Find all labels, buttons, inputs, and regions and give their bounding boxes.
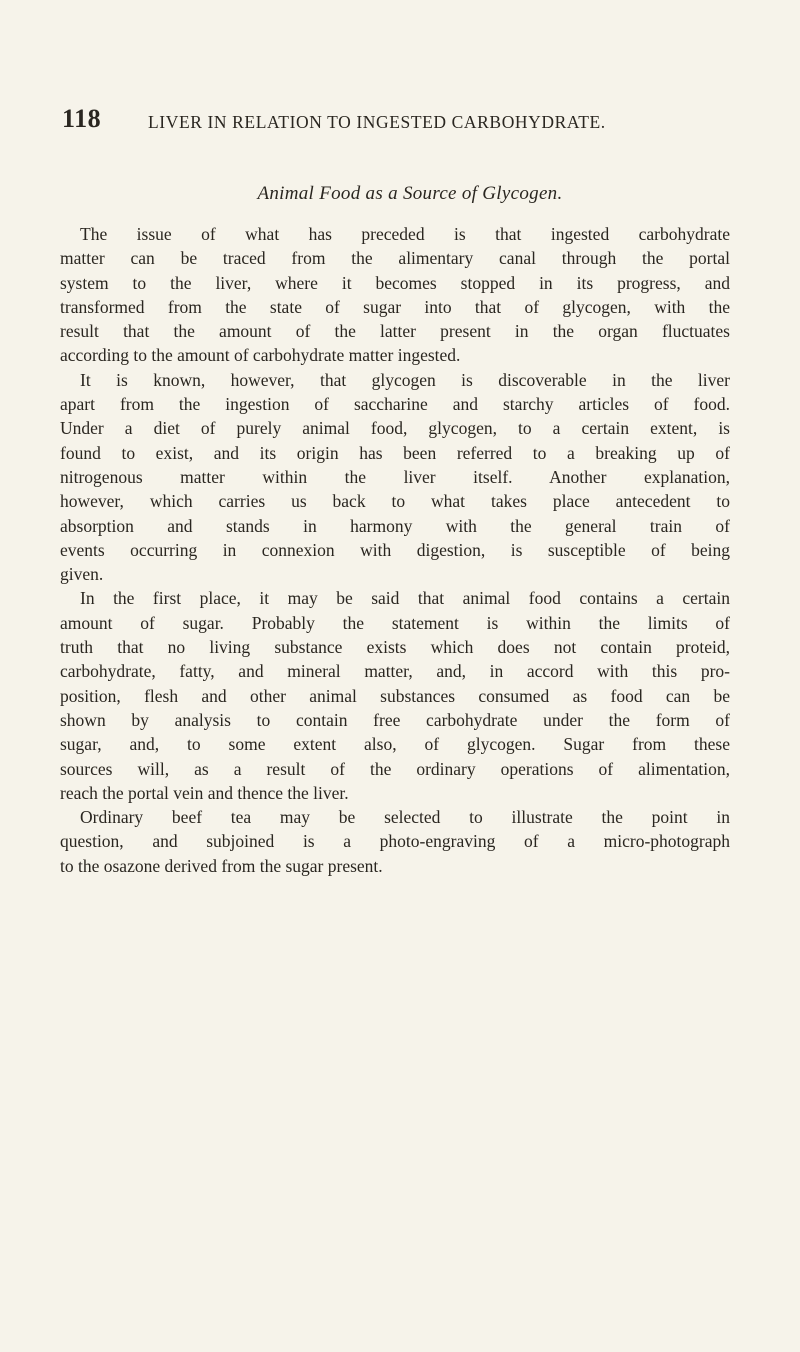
paragraph [60, 222, 730, 368]
text-line: given. [60, 564, 104, 585]
text-line: Under a diet of purely animal food, glycogen, to a certain extent, is [60, 418, 730, 439]
body-text [60, 222, 730, 878]
text-line: absorption and stands in harmony with the general train of [60, 515, 730, 536]
text-line: according to the amount of carbohydrate matter ingested. [60, 345, 461, 366]
text-line: to the osazone derived from the sugar present. [60, 855, 383, 876]
text-line: The issue of what has preceded is that ingested carbohydrate [80, 224, 730, 244]
text-line: amount of sugar. Probably the statement is within the limits of [60, 612, 730, 633]
paragraph [60, 586, 730, 805]
text-line: matter can be traced from the alimentary canal through the portal [60, 248, 730, 269]
text-line: In the first place, it may be said that animal food contains a certain [80, 588, 730, 609]
page-number: 118 [62, 104, 102, 133]
text-line: question, and subjoined is a photo-engraving of a micro-photograph [60, 831, 730, 852]
text-line: transformed from the state of sugar into that of glycogen, with the [60, 296, 730, 317]
text-line: It is known, however, that glycogen is discoverable in the liver [80, 369, 730, 390]
text-line: apart from the ingestion of saccharine and starchy articles of food. [60, 394, 730, 415]
text-line: truth that no living substance exists which does not contain proteid, [60, 637, 730, 658]
text-line: sources will, as a result of the ordinary operations of alimentation, [60, 758, 730, 779]
text-line: events occurring in connexion with digestion, is susceptible of being [60, 539, 730, 560]
text-line: Ordinary beef tea may be selected to illustrate the point in [80, 807, 730, 828]
text-line: position, flesh and other animal substances consumed as food can be [60, 685, 730, 706]
paragraph [60, 805, 730, 878]
paragraph [60, 368, 730, 587]
page-header [62, 104, 662, 144]
text-line: however, which carries us back to what takes place antecedent to [60, 491, 730, 512]
text-line: shown by analysis to contain free carbohydrate under the form of [60, 709, 730, 730]
text-line: result that the amount of the latter present in the organ fluctuates [60, 321, 730, 342]
running-title: LIVER IN RELATION TO INGESTED CARBOHYDRATE. [148, 112, 606, 132]
section-title: Animal Food as a Source of Glycogen. [257, 183, 563, 204]
text-line: nitrogenous matter within the liver itself. Another explanation, [60, 466, 730, 487]
text-line: system to the liver, where it becomes stopped in its progress, and [60, 272, 730, 293]
text-line: carbohydrate, fatty, and mineral matter, and, in accord with this pro- [60, 661, 730, 682]
text-line: found to exist, and its origin has been referred to a breaking up of [60, 442, 730, 463]
text-line: sugar, and, to some extent also, of glycogen. Sugar from these [60, 734, 730, 755]
text-line: reach the portal vein and thence the liver. [60, 782, 349, 803]
